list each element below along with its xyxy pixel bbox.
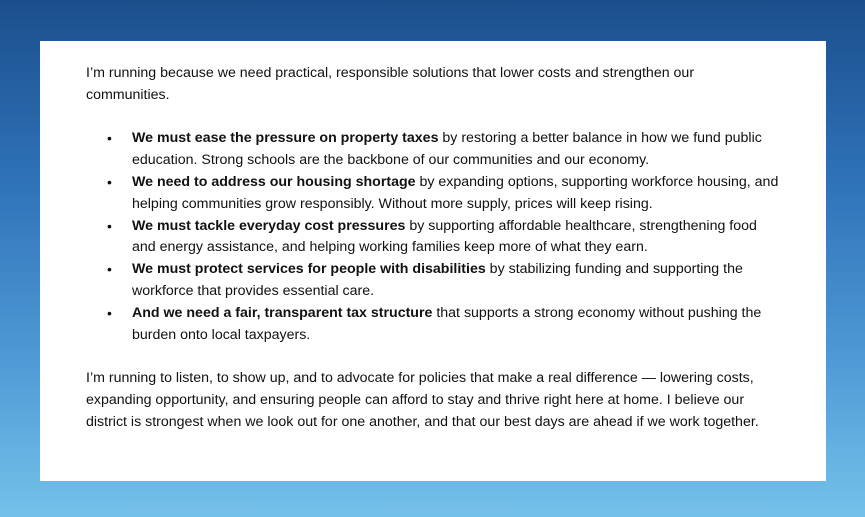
list-item — [86, 303, 780, 347]
list-item — [86, 172, 780, 216]
list-item — [86, 259, 780, 303]
bullet-icon: • — [107, 130, 112, 147]
list-item — [86, 128, 780, 172]
bullet-icon: • — [107, 173, 112, 190]
priority-heading: And we need a fair, transparent tax structure — [132, 304, 433, 321]
priorities-list — [86, 128, 780, 346]
bullet-icon: • — [107, 304, 112, 321]
priority-text: by stabilizing funding and supporting the workforce that provides essential care. — [132, 261, 743, 299]
closing-paragraph: I’m running to listen, to show up, and to advocate for policies that make a real difference — lowering costs, expanding opportunity, and ensuring people can afford to stay and thrive right here at home. I believe our district is strongest when we look out for one another, and that our best days are ahead if we work together. — [86, 370, 759, 430]
priority-text: by supporting affordable healthcare, strengthening food and energy assistance, and helping working families keep more of what they earn. — [132, 217, 757, 256]
bullet-icon: • — [107, 217, 112, 234]
intro-paragraph: I’m running because we need practical, responsible solutions that lower costs and strengthen our communities. — [86, 65, 695, 103]
priority-text: by restoring a better balance in how we fund public education. Strong schools are the backbone of our communities and our economy. — [132, 130, 762, 169]
content-card — [40, 41, 826, 481]
priority-text: by expanding options, supporting workforce housing, and helping communities grow responsibly. Without more supply, prices will keep rising. — [132, 173, 779, 212]
priority-heading: We must ease the pressure on property taxes — [132, 130, 439, 147]
priority-heading: We must tackle everyday cost pressures — [132, 217, 406, 234]
list-item — [86, 216, 780, 260]
bullet-icon: • — [107, 261, 112, 278]
priority-heading: We need to address our housing shortage — [132, 173, 416, 190]
priority-heading: We must protect services for people with disabilities — [132, 261, 486, 278]
priority-text: that supports a strong economy without pushing the burden onto local taxpayers. — [132, 304, 762, 343]
